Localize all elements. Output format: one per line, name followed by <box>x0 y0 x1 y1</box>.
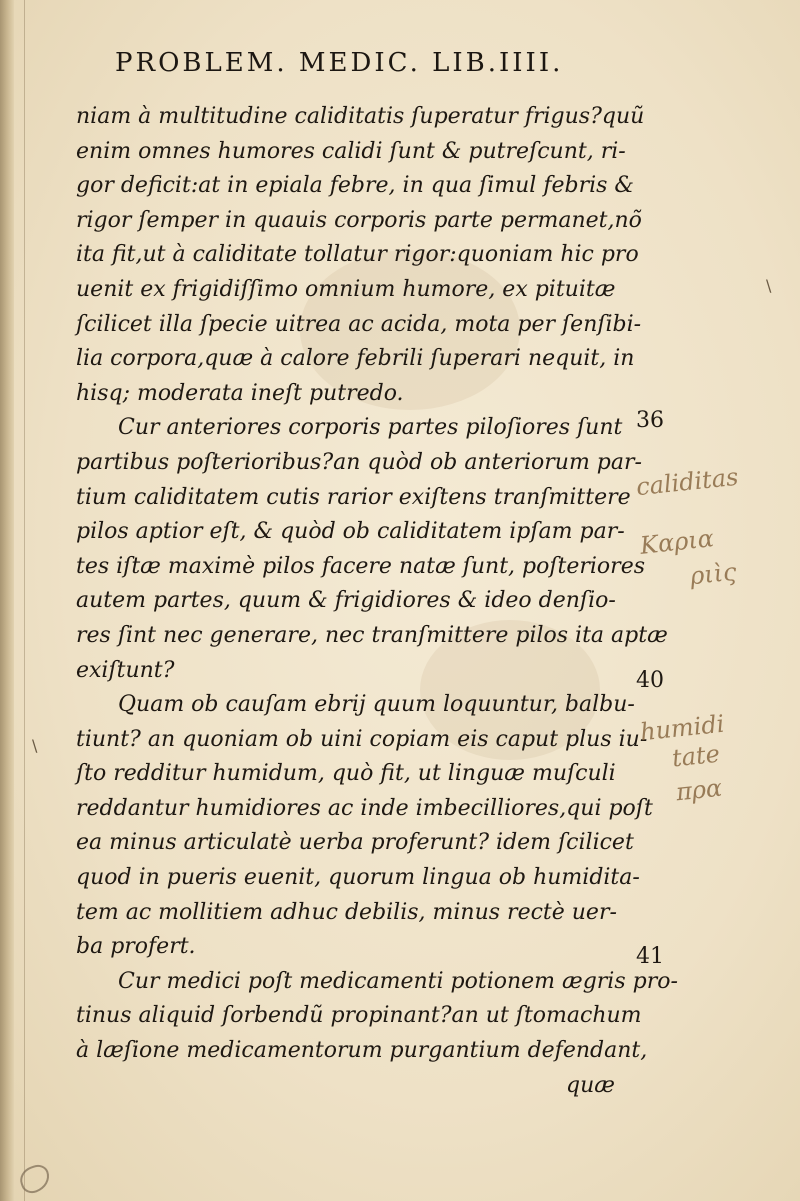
text-line: tem ac mollitiem adhuc debilis, minus rectè uer- <box>76 899 617 925</box>
text-line: ba profert. <box>76 934 196 960</box>
text-line: exiſtunt? <box>76 657 175 683</box>
text-line: hisq; moderata ineſt putredo. <box>76 380 404 406</box>
margin-number: 36 <box>636 408 664 433</box>
handwritten-note: caliditas <box>634 462 740 502</box>
text-line: tium caliditatem cutis rarior exiſtens tranſmittere <box>76 484 631 510</box>
text-line: Cur medici poſt medicamenti potionem ægris pro- <box>118 968 678 994</box>
catchword: quæ <box>566 1072 615 1098</box>
spine-line <box>24 0 25 1201</box>
text-line: pilos aptior eſt, & quòd ob caliditatem ipſam par- <box>76 519 625 545</box>
text-line: niam à multitudine caliditatis ſuperatur frigus?quũ <box>76 104 645 129</box>
text-line: tinus aliquid ſorbendũ propinant?an ut ſtomachum <box>76 1003 642 1029</box>
text-line: gor deficit:at in epiala febre, in qua ſimul febris & <box>76 173 635 199</box>
handwritten-note: tate <box>670 739 722 773</box>
margin-number: 40 <box>636 668 664 693</box>
text-line: autem partes, quum & frigidiores & ideo denſio- <box>76 588 616 614</box>
text-line: lia corpora,quæ à calore febrili ſuperari nequit, in <box>76 346 635 372</box>
handwritten-note: ριὶς <box>688 557 738 591</box>
text-line: tes iſtæ maximè pilos facere natæ ſunt, poſteriores <box>76 553 646 579</box>
text-line: enim omnes humores calidi ſunt & putreſcunt, ri- <box>76 138 626 164</box>
text-line: res ſint nec generare, nec tranſmittere pilos ita aptæ <box>76 622 668 648</box>
text-line: Cur anteriores corporis partes piloſiores ſunt <box>118 415 623 441</box>
running-header: PROBLEM. MEDIC. LIB.IIII. <box>115 48 564 78</box>
text-line: ſto redditur humidum, quò fit, ut linguæ muſculi <box>76 761 616 787</box>
text-line: Quam ob cauſam ebrij quum loquuntur, balbu- <box>118 692 635 718</box>
text-line: tiunt? an quoniam ob uini copiam eis caput plus iu- <box>76 726 648 752</box>
text-line: ita fit,ut à caliditate tollatur rigor:quoniam hic pro <box>76 242 639 268</box>
text-line: ſcilicet illa ſpecie uitrea ac acida, mota per ſenſibi- <box>76 311 642 337</box>
text-line: uenit ex frigidiſſimo omnium humore, ex pituitæ <box>76 276 616 302</box>
corner-ink-mark <box>16 1162 53 1197</box>
margin-number: 41 <box>636 944 664 969</box>
handwritten-note: humidi <box>638 709 726 747</box>
margin-tick: \ <box>32 736 38 755</box>
handwritten-note: πρα <box>674 773 724 807</box>
text-line: rigor ſemper in quauis corporis parte permanet,nõ <box>76 207 642 233</box>
handwritten-note: Καρια <box>638 524 716 560</box>
text-line: ea minus articulatè uerba proferunt? idem ſcilicet <box>76 830 634 856</box>
page-gutter <box>0 0 14 1201</box>
margin-tick: \ <box>766 276 772 295</box>
text-line: partibus poſterioribus?an quòd ob anteriorum par- <box>76 449 642 475</box>
text-line: à læſione medicamentorum purgantium defendant, <box>76 1038 648 1064</box>
text-line: quod in pueris euenit, quorum lingua ob humidita- <box>76 865 640 891</box>
text-line: reddantur humidiores ac inde imbecilliores,qui poſt <box>76 795 653 821</box>
